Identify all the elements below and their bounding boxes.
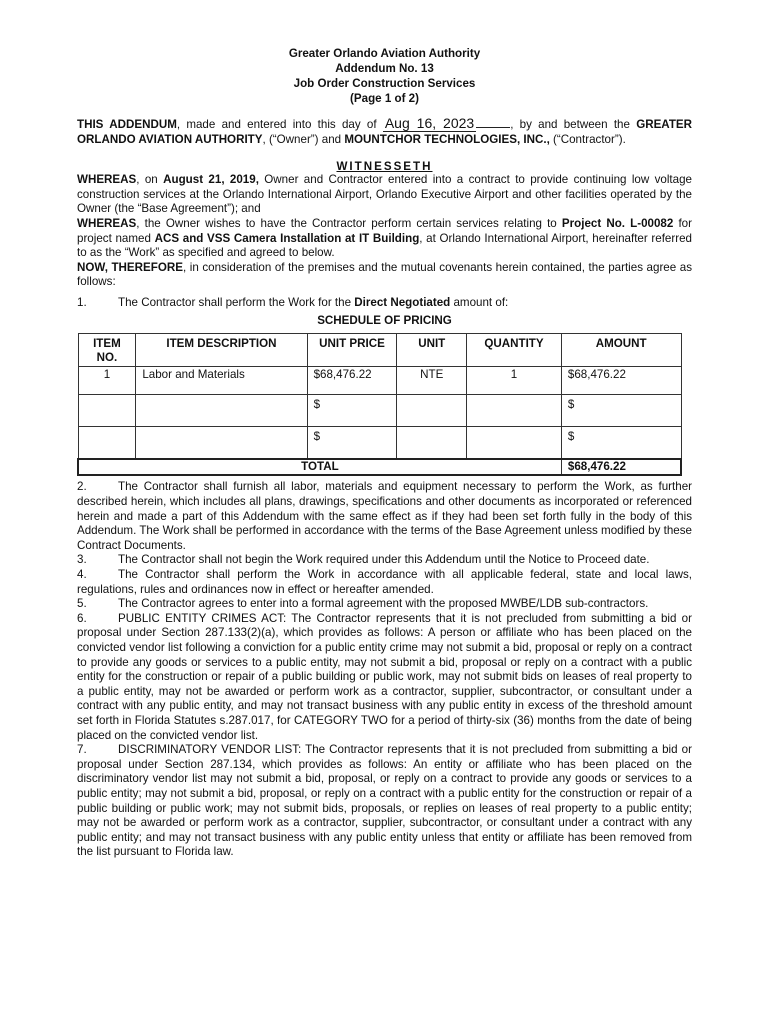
date-blank-line: [476, 117, 510, 128]
col-header-amount: AMOUNT: [561, 333, 681, 366]
project-name: ACS and VSS Camera Installation at IT Building: [154, 231, 420, 245]
contractor-name: MOUNTCHOR TECHNOLOGIES, INC.,: [344, 132, 550, 146]
clause-4: 4. The Contractor shall perform the Work in accordance with all applicable federal, state and local laws, regulations, rules and ordinances now in effect or hereafter amended.: [77, 568, 692, 596]
document-header: [77, 46, 692, 106]
owner-name: GREATER ORLANDO AVIATION AUTHORITY: [77, 118, 693, 146]
header-page-number: (Page 1 of 2): [350, 92, 419, 105]
clause-7: 7. DISCRIMINATORY VENDOR LIST: The Contractor represents that it is not precluded from submitting a bid or proposal under Section 287.134, which provides as follows: An entity or affiliate who has been placed on the discriminatory vendor list may not submit a bid, proposal, or reply on a contract to provide any goods or services to a public entity; may not submit a bid, proposal, or reply on a contract with a public entity for the construction or repair of a public building or public work; may not submit bids, proposals, or replies on leases of real property to a public entity; may not be awarded or perform work as a contractor, supplier, subcontractor, or consultant under a contract with any public entity; and may not transact business with any public entity unless that entity or affiliate has been removed from the list pursuant to Florida law.: [77, 743, 692, 859]
table-row: $ $: [78, 426, 681, 459]
clause-1: 1. The Contractor shall perform the Work for the Direct Negotiated amount of:: [77, 295, 509, 309]
header-authority: Greater Orlando Aviation Authority: [288, 47, 481, 60]
col-header-description: ITEM DESCRIPTION: [136, 333, 307, 366]
schedule-title: SCHEDULE OF PRICING: [317, 313, 452, 327]
project-number: Project No. L-00082: [561, 216, 674, 230]
whereas-paragraph-1: WHEREAS, on August 21, 2019, Owner and Contractor entered into a contract to provide continuing low voltage construction services at the Orlando International Airport, Orlando Executive Airport and other facilities operated by the Owner (the “Base Agreement”); and: [77, 173, 692, 216]
col-header-unit-price: UNIT PRICE: [307, 333, 397, 366]
total-label: TOTAL: [78, 459, 561, 476]
total-row: [78, 459, 681, 476]
header-addendum: Addendum No. 13: [335, 62, 434, 75]
table-header-row: [78, 333, 681, 366]
whereas-paragraph-2: WHEREAS, the Owner wishes to have the Contractor perform certain services relating to Project No. L-00082 for project named ACS and VSS Camera Installation at IT Building, at Orlando International Airport, hereinafter referred to as the “Work” as specified and agreed to below.: [77, 216, 692, 260]
total-amount: $68,476.22: [561, 459, 681, 476]
col-header-unit: UNIT: [397, 333, 467, 366]
table-row: 1 Labor and Materials $68,476.22 NTE 1 $68,476.22: [78, 366, 681, 394]
intro-lead: THIS ADDENDUM: [77, 118, 177, 131]
clause-6: 6. PUBLIC ENTITY CRIMES ACT: The Contractor represents that it is not precluded from submitting a bid or proposal under Section 287.133(2)(a), which provides as follows: A person or affiliate who has been placed on the convicted vendor list following a conviction for a public entity crime may not submit a bid, proposal or reply on a contract to provide any goods or services to a public entity, may not submit a bid, proposal or reply on a contract with a public entity for the construction or repair of a public building or public work, may not submit bids on leases of real property to a public entity, may not be awarded or perform work as a contractor, supplier, subcontractor, or consultant under a contract with any public entity, and may not transact business with any public entity in excess of the threshold amount set forth in Florida Statutes s.287.017, for CATEGORY TWO for a period of thirty-six (36) months from the date of being placed on the convicted vendor list.: [77, 611, 692, 742]
col-header-item-no: ITEM NO.: [78, 333, 136, 366]
document-page: [77, 46, 692, 860]
clause-5: 5. The Contractor agrees to enter into a formal agreement with the proposed MWBE/LDB sub-contractors.: [77, 597, 649, 611]
date-field[interactable]: Aug 16, 2023: [384, 115, 475, 131]
now-therefore-paragraph: NOW, THEREFORE, in consideration of the premises and the mutual covenants herein contained, the parties agree as follows:: [77, 260, 693, 289]
clauses: [77, 480, 692, 859]
intro-paragraph: THIS ADDENDUM, made and entered into this day of Aug 16, 2023 , by and between the GREATER ORLANDO AVIATION AUTHORITY, (“Owner”) and MOUNTCHOR TECHNOLOGIES, INC., (“Contractor”).: [77, 115, 693, 146]
pricing-table: [77, 333, 682, 477]
witnesseth-heading: WITNESSETH: [336, 160, 433, 174]
clause-2: 2. The Contractor shall furnish all labor, materials and equipment necessary to perform the Work, as further described herein, which includes all plans, drawings, specifications and other documents as incorporated or referenced herein and made a part of this Addendum with the same effect as if they had been set forth fully in the body of this Addendum. The Work shall be performed in accordance with the terms of the Base Agreement unless modified by these Contract Documents.: [77, 480, 692, 552]
col-header-quantity: QUANTITY: [467, 333, 562, 366]
clause-3: 3. The Contractor shall not begin the Work required under this Addendum until the Notice to Proceed date.: [77, 553, 650, 567]
header-service: Job Order Construction Services: [293, 77, 476, 90]
table-row: $ $: [78, 394, 681, 426]
